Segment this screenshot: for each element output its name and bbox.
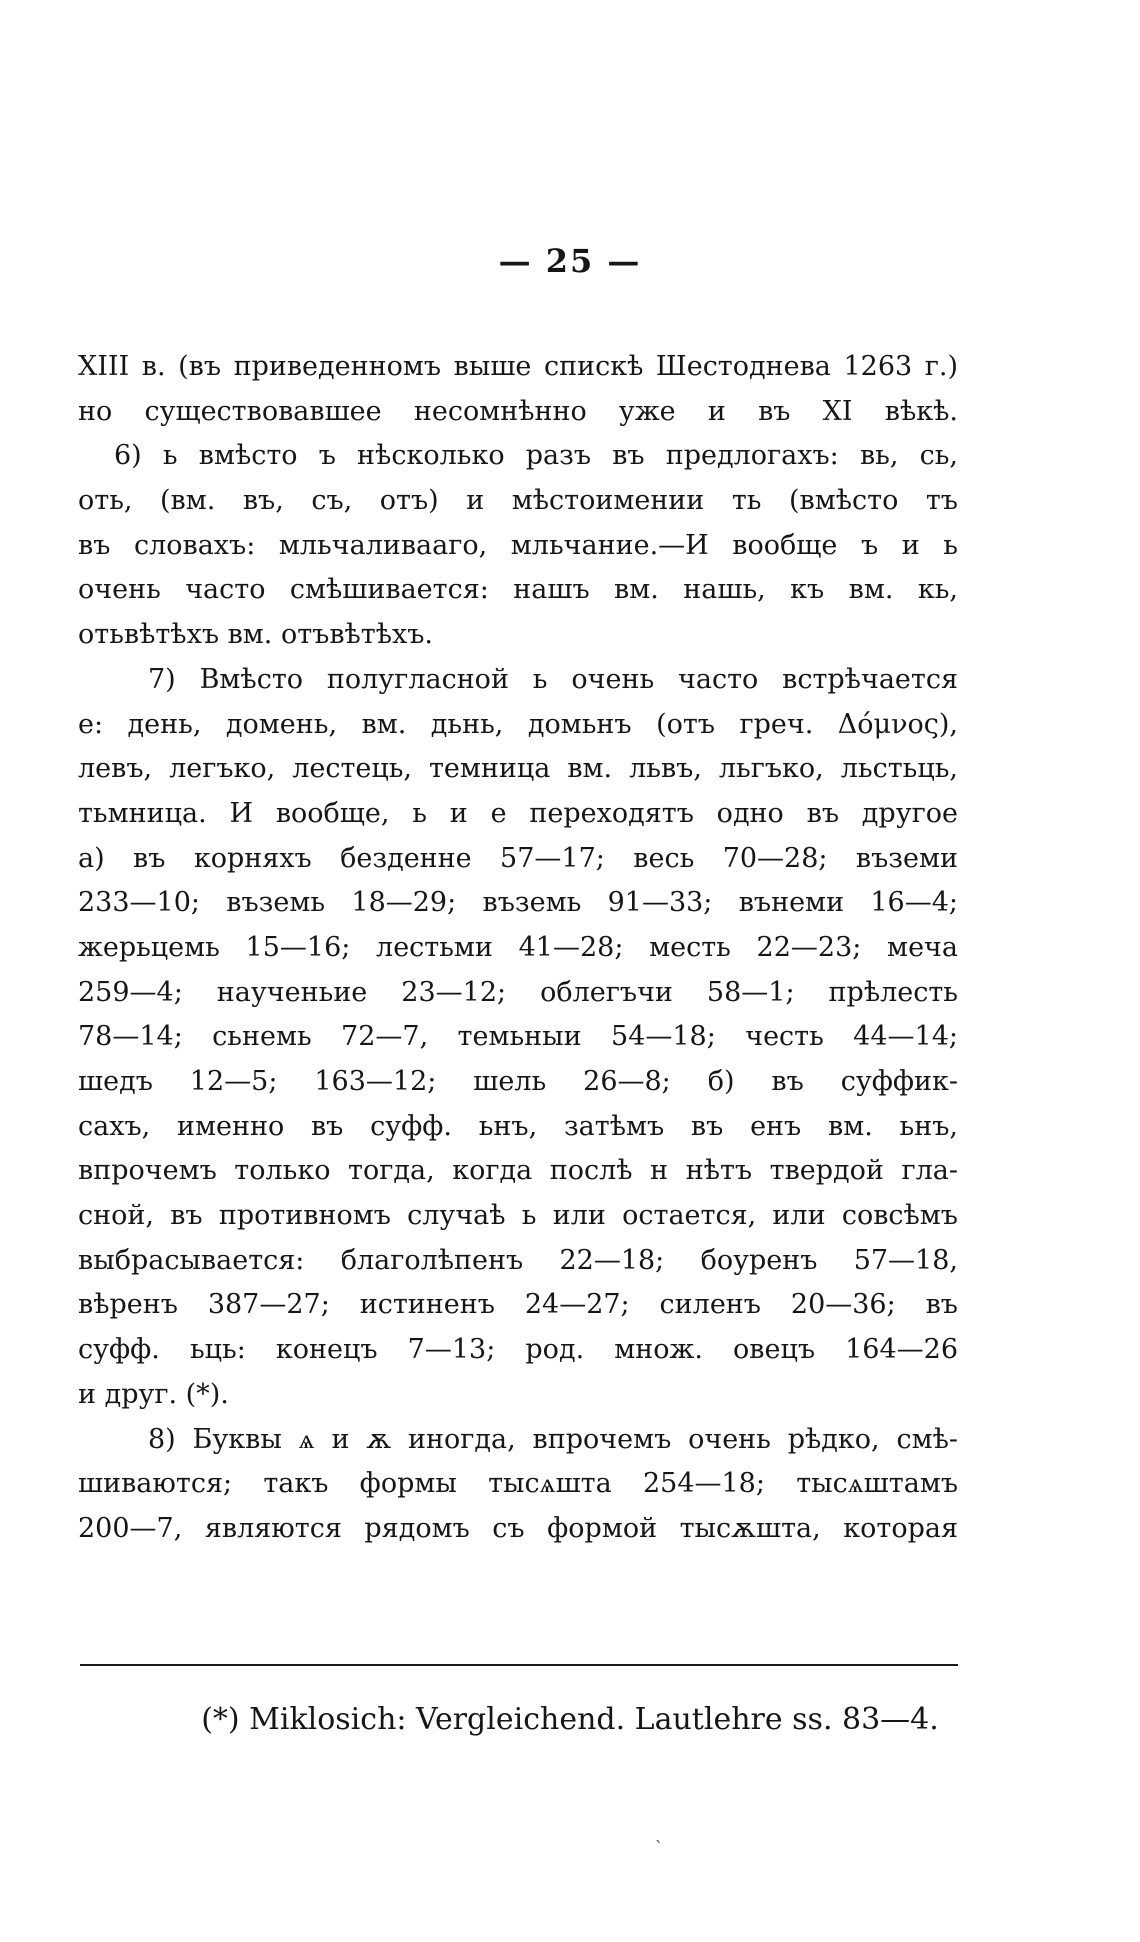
footnote-separator [80,1664,958,1666]
text-line: XIII в. (въ приведенномъ выше спискѣ Шестоднева 1263 г.) [78,351,958,382]
text-line: впрочемъ только тогда, когда послѣ н нѣтъ твердой гла- [78,1155,958,1187]
text-line: оть, (вм. въ, съ, отъ) и мѣстоимении ть (вмѣсто тъ [78,485,958,517]
text-line: выбрасывается: благолѣпенъ 22—18; боуренъ 57—18, [78,1244,958,1276]
text-line: 233—10; въземь 18—29; въземь 91—33; вънеми 16—4; [78,887,958,919]
body-text [78,345,958,1552]
text-line: шедъ 12—5; 163—12; шель 26—8; б) въ суффик- [78,1066,958,1097]
text-line: но существовавшее несомнѣнно уже и въ XI вѣкѣ. [78,395,958,427]
text-line: 259—4; наученьие 23—12; облегъчи 58—1; прѣлесть [78,976,958,1008]
text-line: въ словахъ: мльчаливааго, мльчание.—И вообще ъ и ь [78,529,958,561]
text-line: 8) Буквы ѧ и ѫ иногда, впрочемъ очень рѣдко, смѣ- [148,1423,958,1455]
text-line: и друг. (*). [78,1378,229,1410]
text-line: отьвѣтѣхъ вм. отъвѣтѣхъ. [78,619,434,651]
text-line: левъ, легъко, лестець, темница вм. львъ, льгъко, льстьць, [78,753,958,785]
text-line: суфф. ьць: конецъ 7—13; род. множ. овецъ 164—26 [78,1334,958,1366]
text-line: жерьцемь 15—16; лестьми 41—28; месть 22—23; меча [78,931,958,963]
text-line: 7) Вмѣсто полугласной ь очень часто встрѣчается [148,663,958,695]
text-line: 200—7, являются рядомъ съ формой тысѫшта, которая [78,1512,958,1544]
text-line: сной, въ противномъ случаѣ ь или остается, или совсѣмъ [78,1200,958,1232]
text-line: тьмница. И вообще, ь и е переходятъ одно въ другое [78,797,958,829]
text-line: а) въ корняхъ безденне 57—17; весь 70—28; въземи [78,842,958,874]
text-line: 78—14; сьнемь 72—7, темьныи 54—18; честь 44—14; [78,1021,958,1053]
stray-mark: ` [655,1838,663,1857]
text-line: очень часто смѣшивается: нашъ вм. нашь, къ вм. кь, [78,574,958,606]
text-line: е: день, домень, вм. дьнь, домьнъ (отъ греч. Δόμνος), [78,708,958,740]
text-line: шиваются; такъ формы тысѧшта 254—18; тысѧштамъ [78,1468,958,1500]
text-line: сахъ, именно въ суфф. ьнъ, затѣмъ въ енъ вм. ьнъ, [78,1110,958,1142]
footnote: (*) Miklosich: Vergleichend. Lautlehre ss. 83—4. [201,1702,939,1737]
text-line: вѣренъ 387—27; истиненъ 24—27; силенъ 20—36; въ [78,1289,958,1321]
text-line: 6) ь вмѣсто ъ нѣсколько разъ въ предлогахъ: вь, сь, [114,440,958,472]
page-number: — 25 — [498,242,642,280]
